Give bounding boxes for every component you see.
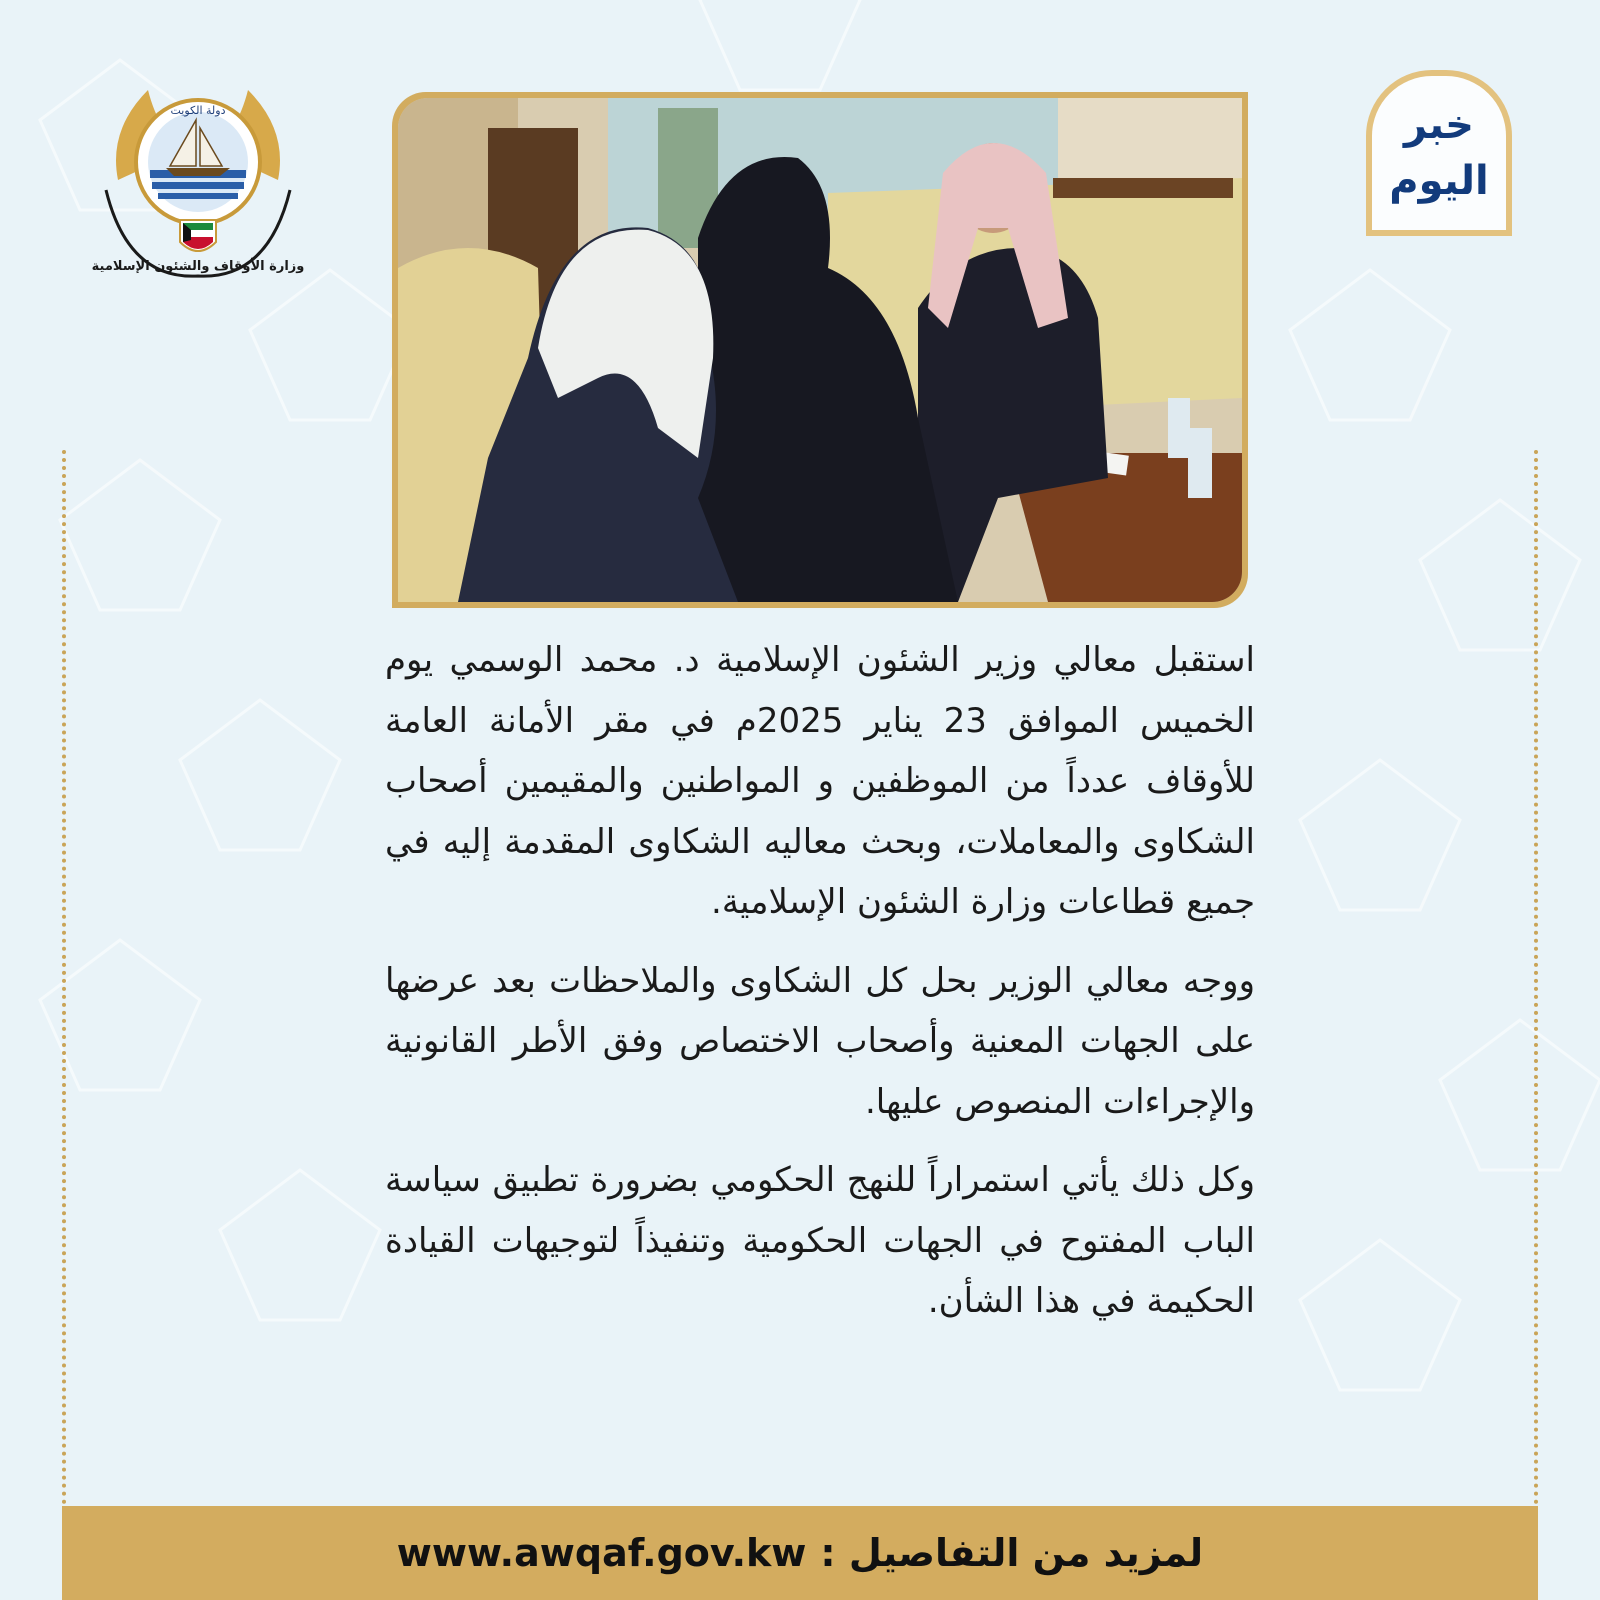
meeting-photo-illustration [398,98,1242,602]
article-paragraph-1: استقبل معالي وزير الشئون الإسلامية د. محمد الوسمي يوم الخميس الموافق 23 يناير 2025م في مقر الأمانة العامة للأوقاف عدداً من الموظفين و المواطنين والمقيمين أصحاب الشكاوى والمعاملات، وبحث معاليه الشكاوى المقدمة إليه في جميع قطاعات وزارة الشئون الإسلامية. [385,640,1256,922]
left-dotted-border [62,450,66,1505]
footer-bar [62,1506,1538,1600]
article-paragraph-3: وكل ذلك يأتي استمراراً للنهج الحكومي بضرورة تطبيق سياسة الباب المفتوح في الجهات الحكومية وتنفيذاً لتوجيهات القيادة الحكيمة في هذا الشأن. [385,1160,1255,1321]
right-dotted-border [1534,450,1538,1505]
badge-line-1: خبر [1403,102,1475,148]
news-photo-frame [392,92,1248,608]
svg-text:دولة الكويت: دولة الكويت [170,104,226,117]
badge-line-2: اليوم [1389,158,1489,204]
news-article [385,630,1255,1350]
news-photo [398,98,1242,602]
ministry-emblem-logo [88,70,308,290]
footer-label: لمزيد من التفاصيل : [820,1531,1204,1575]
article-paragraph-2: ووجه معالي الوزير بحل كل الشكاوى والملاحظات بعد عرضها على الجهات المعنية وأصحاب الاختصاص وفق الأطر القانونية والإجراءات المنصوص عليها. [385,960,1255,1122]
today-news-badge [1366,70,1512,236]
website-link[interactable]: www.awqaf.gov.kw [396,1531,807,1575]
svg-text:وزارة الأوقاف والشئون الإسلامي: وزارة الأوقاف والشئون الإسلامية [91,259,305,274]
